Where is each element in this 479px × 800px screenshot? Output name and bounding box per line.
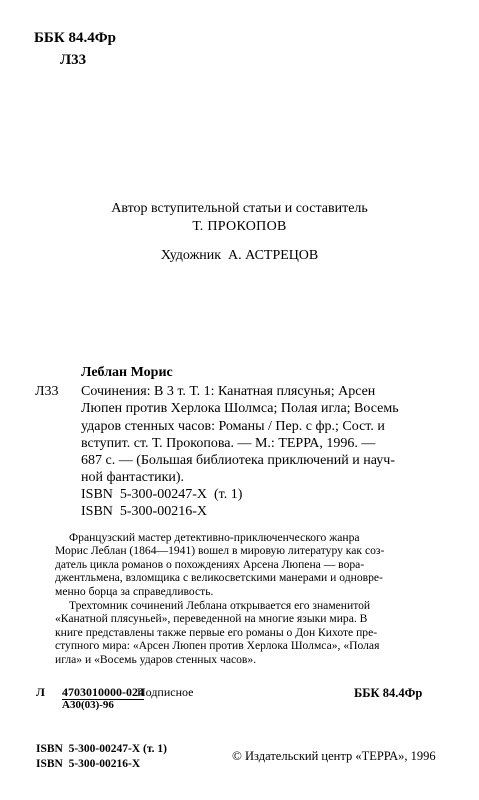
compiler-name: Т. ПРОКОПОВ <box>192 219 287 234</box>
biblio-line: вступит. ст. Т. Прокопова. — М.: ТЕРРА, 1996. — <box>81 435 376 451</box>
biblio-line: Сочинения: В 3 т. Т. 1: Канатная плясунья; Арсен <box>81 384 376 399</box>
copyright-icon: © <box>232 748 242 763</box>
bbk-classification-top: ББК 84.4Фр <box>34 30 116 46</box>
footer-letter: Л <box>36 685 45 699</box>
annotation-line: Морис Леблан (1864—1941) вошел в мировую литературу как соз- <box>55 544 385 558</box>
artist-credit <box>0 248 479 264</box>
biblio-line: Люпен против Херлока Шолмса; Полая игла; Восемь <box>81 401 399 417</box>
bbk-classification-footer: ББК 84.4Фр <box>354 686 423 700</box>
footer-code-value: 4703010000-024 <box>62 685 144 699</box>
record-author: Леблан Морис <box>81 365 173 380</box>
annotation-line: датель цикла романов о похождениях Арсена Люпена — вора- <box>55 557 365 571</box>
copyright-text: Издательский центр «ТЕРРА», 1996 <box>245 749 436 763</box>
record-isbn-set: ISBN 5-300-00216-X <box>81 504 207 519</box>
biblio-line: 687 с. — (Большая библиотека приключений и науч- <box>81 453 395 469</box>
footer-isbn-set: ISBN 5-300-00216-X <box>36 757 141 770</box>
record-isbn-block <box>81 486 242 520</box>
annotation-line: менно борца за справедливость. <box>55 584 214 598</box>
annotation-line: Трехтомник сочинений Леблана открывается его знаменитой <box>69 599 371 612</box>
biblio-line: ной фантастики). <box>81 470 185 486</box>
copyright-notice <box>232 749 436 763</box>
annotation-line: джентльмена, взломщика с великосветскими манерами и одновре- <box>55 571 383 585</box>
annotation-line: книге представлены также первые его романы о Дон Кихоте пре- <box>55 625 378 639</box>
footer-a30-code: А30(03)-96 <box>62 699 114 711</box>
artist-label: Художник <box>160 248 222 263</box>
annotation-line: «Канатной плясуньей», переведенной на многие языки мира. В <box>55 612 368 626</box>
footer-isbn-volume: ISBN 5-300-00247-X (т. 1) <box>36 743 167 755</box>
biblio-line: ударов стенных часов: Романы / Пер. с фр.; Сост. и <box>81 418 385 434</box>
annotation-paragraph-2 <box>55 599 450 666</box>
footer-isbn-block <box>36 742 167 771</box>
annotation-line: ступного мира: «Арсен Люпен против Херлока Шолмса», «Полая <box>55 639 380 653</box>
record-isbn-volume: ISBN 5-300-00247-X (т. 1) <box>81 487 243 502</box>
record-author-mark: Л33 <box>35 384 59 399</box>
intro-author-label: Автор вступительной статьи и составитель <box>111 201 368 216</box>
artist-name: А. АСТРЕЦОВ <box>228 248 319 263</box>
footer-code-number <box>62 685 144 699</box>
bibliographic-description <box>81 383 449 487</box>
subscription-label: Подписное <box>137 685 194 699</box>
author-mark-top: Л33 <box>60 52 87 68</box>
annotation-paragraph-1 <box>55 531 450 598</box>
annotation-line: игла» и «Восемь ударов стенных часов». <box>55 652 257 666</box>
annotation-line: Французский мастер детективно-приключенческого жанра <box>69 531 360 544</box>
